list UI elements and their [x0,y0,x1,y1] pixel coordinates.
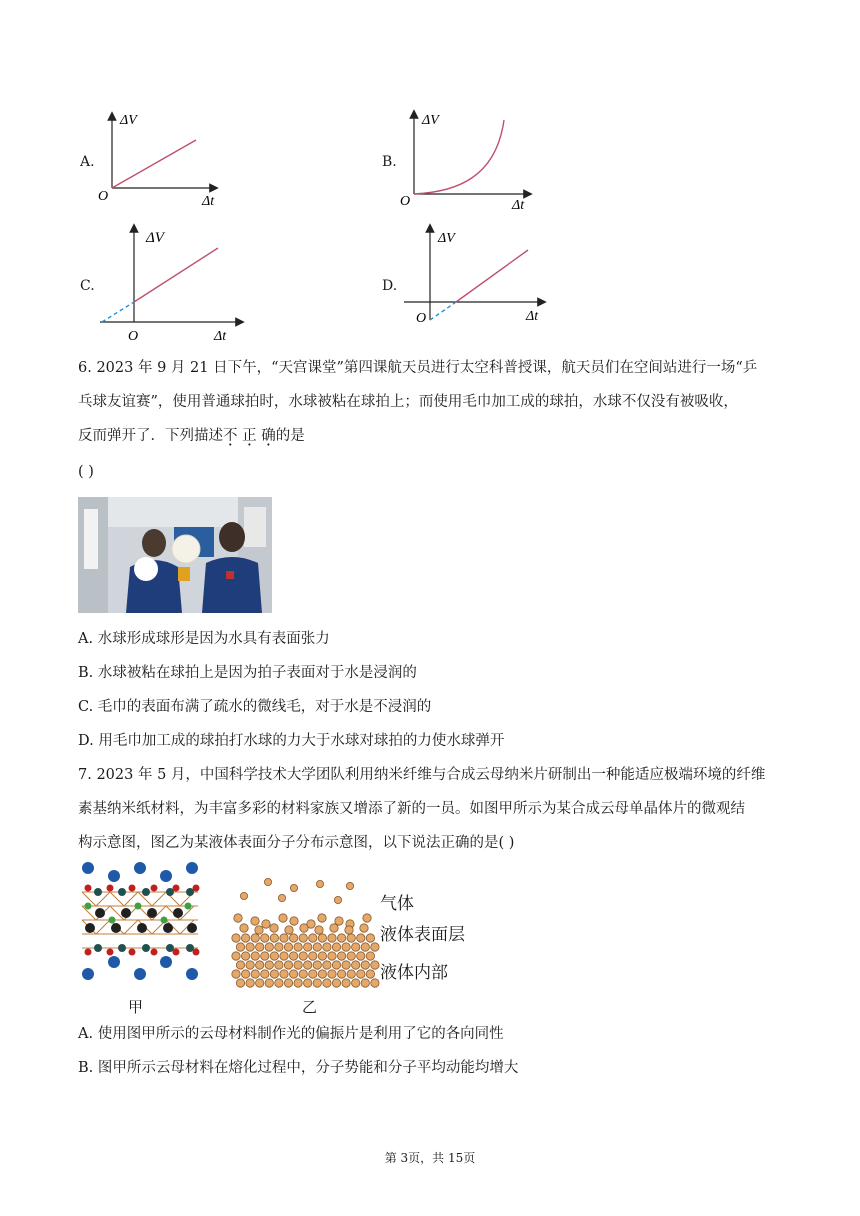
molecule [294,961,302,969]
graph-b-ylabel: ΔV [422,113,439,128]
molecule [241,970,249,978]
molecule [261,934,269,942]
q6-option-c: C. 毛巾的表面布满了疏水的微线毛，对于水是不浸润的 [78,699,432,715]
graph-b-xlabel: Δt [512,198,525,212]
molecule [236,979,244,987]
graph-c [98,222,248,344]
molecule [366,934,374,942]
molecule [316,880,323,887]
molecule [346,882,353,889]
molecule [352,943,360,951]
graph-d-line [456,250,528,302]
molecule [270,934,278,942]
molecule [352,961,360,969]
graph-c-xlabel: Δt [214,329,227,344]
label-liquid-interior: 液体内部 [380,963,448,983]
molecule [232,970,240,978]
fig-yi-label: 乙 [302,998,318,1016]
graph-c-origin: O [128,329,139,344]
graph-c-dash [102,302,134,322]
molecule [240,924,248,932]
mica-crystal-figure [78,858,202,982]
q7-line3: 构示意图，图乙为某液体表面分子分布示意图，以下说法正确的是( ) [78,835,515,851]
molecule [337,970,345,978]
graph-c-label: C. [80,278,95,294]
molecule [318,970,326,978]
q6-line1: 6. 2023 年 9 月 21 日下午，“天宫课堂”第四课航天员进行太空科普授课，航天员们在空间站进行一场“乒 [78,360,758,376]
molecule [246,943,254,951]
molecule [342,979,350,987]
molecule [262,920,270,928]
graph-d-ylabel: ΔV [438,231,455,246]
graph-d-dash [430,302,456,320]
molecule [300,924,308,932]
molecule [337,934,345,942]
molecule [256,979,264,987]
molecule [357,934,365,942]
graph-a-label: A. [80,154,95,170]
molecule [270,970,278,978]
q7-line1: 7. 2023 年 5 月，中国科学技术大学团队利用纳米纤维与合成云母纳米片研制出一种能适应极端环境的纤维 [78,767,766,783]
molecule [309,970,317,978]
molecule [332,961,340,969]
graph-b-curve [414,120,504,194]
crystal-bottom-atoms [82,956,198,980]
molecule [294,979,302,987]
molecule [234,914,242,922]
molecule [357,970,365,978]
q6-option-d: D. 用毛巾加工成的球拍打水球的力大于水球对球拍的力使水球弹开 [78,733,505,749]
molecule [366,952,374,960]
molecule [315,926,323,934]
molecule [318,914,326,922]
q6-option-a: A. 水球形成球形是因为水具有表面张力 [78,631,330,647]
molecule [289,970,297,978]
graph-d-xlabel: Δt [526,309,539,324]
molecule [251,952,259,960]
molecule [251,934,259,942]
graph-c-line [134,248,218,302]
molecule [265,979,273,987]
molecule [304,943,312,951]
molecule [232,952,240,960]
molecule [256,943,264,951]
molecule [284,943,292,951]
molecule [265,961,273,969]
molecule [299,952,307,960]
q6-line3: 反而弹开了．下列描述不 正 确的是 [78,428,305,444]
molecule [318,952,326,960]
molecule [256,961,264,969]
graph-c-ylabel: ΔV [146,230,164,246]
molecule [261,970,269,978]
molecule [236,943,244,951]
molecule [236,961,244,969]
molecule [330,924,338,932]
graph-b [396,108,536,212]
molecule [241,934,249,942]
molecule [290,884,297,891]
molecule [284,961,292,969]
molecule [371,961,379,969]
astronaut-photo [78,497,272,613]
molecule [270,952,278,960]
molecule [251,970,259,978]
q6-answer-bracket: ( ) [78,464,94,480]
label-surface-layer: 液体表面层 [380,925,465,945]
molecule [280,970,288,978]
liquid-molecules-figure [228,876,382,992]
molecule [360,924,368,932]
molecule [323,979,331,987]
molecule [318,934,326,942]
molecule [363,914,371,922]
molecule [342,943,350,951]
graph-a-line [112,140,196,188]
molecule [261,952,269,960]
graph-d [400,222,548,328]
molecule [366,970,374,978]
molecule [357,952,365,960]
graph-a-xlabel: Δt [202,194,215,208]
molecule [255,926,263,934]
molecule [309,952,317,960]
q6-option-b: B. 水球被粘在球拍上是因为拍子表面对于水是浸润的 [78,665,417,681]
q7-option-b: B. 图甲所示云母材料在熔化过程中，分子势能和分子平均动能均增大 [78,1060,519,1076]
molecule [361,961,369,969]
molecule [313,961,321,969]
molecule [371,943,379,951]
molecule [265,943,273,951]
molecule [323,961,331,969]
molecule [345,926,353,934]
molecule [290,917,298,925]
molecule [299,970,307,978]
crystal-top-atoms [82,862,198,882]
molecule [275,961,283,969]
molecule [352,979,360,987]
molecule [279,914,287,922]
molecule [309,934,317,942]
molecule [323,943,331,951]
molecule [328,970,336,978]
molecule [328,952,336,960]
molecule [361,943,369,951]
molecule [371,979,379,987]
molecule [332,943,340,951]
molecule [304,979,312,987]
molecule [328,934,336,942]
molecule [241,952,249,960]
molecule [304,961,312,969]
molecule [246,979,254,987]
molecule [342,961,350,969]
graph-a-ylabel: ΔV [120,113,137,128]
molecule [347,934,355,942]
molecule [240,892,247,899]
molecule [278,894,285,901]
fig-jia-label: 甲 [128,998,144,1016]
molecule [284,979,292,987]
molecule [275,979,283,987]
label-gas: 气体 [380,894,414,914]
molecule [285,926,293,934]
molecule [332,979,340,987]
molecule [313,979,321,987]
molecule [361,979,369,987]
molecule [337,952,345,960]
molecule [270,924,278,932]
graph-a [92,108,222,208]
molecule [280,934,288,942]
page-footer: 第 3页，共 15页 [384,1151,476,1165]
molecule [334,896,341,903]
molecule [264,878,271,885]
molecule [232,934,240,942]
graph-a-origin: O [98,189,109,204]
molecule [347,952,355,960]
graph-b-label: B. [382,154,397,170]
q7-line2: 素基纳米纸材料，为丰富多彩的材料家族又增添了新的一员。如图甲所示为某合成云母单晶体片的微观结 [78,801,745,817]
molecule [313,943,321,951]
q6-line2: 乓球友谊赛”，使用普通球拍时，水球被粘在球拍上；而使用毛巾加工成的球拍，水球不仅没有被吸收， [78,394,738,410]
graph-d-origin: O [416,311,427,326]
molecule [347,970,355,978]
molecule [280,952,288,960]
molecule [289,934,297,942]
molecule [246,961,254,969]
molecule [275,943,283,951]
molecule [294,943,302,951]
graph-d-label: D. [382,278,398,294]
q7-option-a: A. 使用图甲所示的云母材料制作光的偏振片是利用了它的各向同性 [78,1026,504,1042]
molecule [251,917,259,925]
graph-b-origin: O [400,194,411,209]
molecule [299,934,307,942]
molecule [289,952,297,960]
